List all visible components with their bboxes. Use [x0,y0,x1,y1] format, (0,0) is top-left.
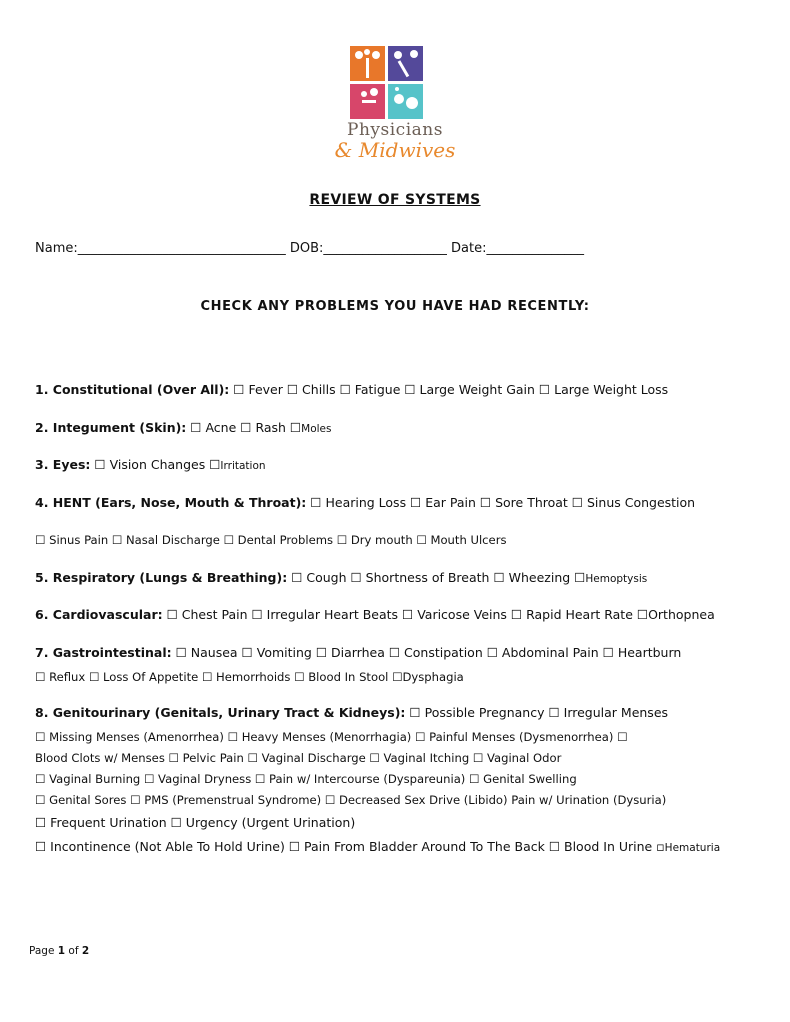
current-page: 1 [57,945,66,957]
checkbox-options[interactable]: ☐ Hearing Loss ☐ Ear Pain ☐ Sore Throat ☐ Sinus Congestion [310,495,696,510]
section-genitourinary-line6[interactable]: ☐ Frequent Urination ☐ Urgency (Urgent Urination) [35,815,356,830]
branch-tile-icon [350,84,385,119]
checkbox-options[interactable]: ☐ Chest Pain ☐ Irregular Heart Beats ☐ Varicose Veins ☐ Rapid Heart Rate ☐Orthopnea [166,607,715,622]
section-genitourinary-line3[interactable]: Blood Clots w/ Menses ☐ Pelvic Pain ☐ Vaginal Discharge ☐ Vaginal Itching ☐ Vaginal Odor [35,751,562,765]
checkbox-options[interactable]: ☐ Possible Pregnancy ☐ Irregular Menses [409,705,669,720]
section-heading: 6. Cardiovascular: [35,607,163,622]
page-title: REVIEW OF SYSTEMS [309,192,481,208]
checkbox-options[interactable]: ☐ Fever ☐ Chills ☐ Fatigue ☐ Large Weight Gain ☐ Large Weight Loss [233,382,669,397]
section-genitourinary-line4[interactable]: ☐ Vaginal Burning ☐ Vaginal Dryness ☐ Pain w/ Intercourse (Dyspareunia) ☐ Genital Swelling [35,772,577,786]
checkbox-options[interactable]: ☐ Nausea ☐ Vomiting ☐ Diarrhea ☐ Constipation ☐ Abdominal Pain ☐ Heartburn [175,645,682,660]
section-heading: 7. Gastrointestinal: [35,645,172,660]
section-heading: 4. HENT (Ears, Nose, Mouth & Throat): [35,495,307,510]
logo-tiles [350,46,426,122]
option-hematuria[interactable]: Hematuria [664,842,721,854]
option-moles[interactable]: Moles [301,423,332,435]
option-hemoptysis[interactable]: Hemoptysis [585,573,648,585]
page-number [29,945,89,957]
section-constitutional [35,382,668,397]
logo-wordmark: Physicians [347,120,443,140]
section-gastrointestinal [35,645,681,660]
section-heading: 5. Respiratory (Lungs & Breathing): [35,570,288,585]
section-heading: 3. Eyes: [35,457,91,472]
option-irritation[interactable]: Irritation [220,460,266,472]
flower-tile-icon [388,46,423,81]
section-hent [35,495,695,510]
page-of-label: of [65,945,82,957]
section-genitourinary [35,705,668,720]
practice-logo [328,44,462,168]
section-cardiovascular [35,607,715,622]
logo-script: & Midwives [334,138,456,162]
total-pages: 2 [81,945,90,957]
people-tile-icon [388,84,423,119]
checkbox-options[interactable]: ☐ Cough ☐ Shortness of Breath ☐ Wheezing ☐ [291,570,586,585]
section-heading: 8. Genitourinary (Genitals, Urinary Tract & Kidneys): [35,705,406,720]
section-hent-line2[interactable]: ☐ Sinus Pain ☐ Nasal Discharge ☐ Dental Problems ☐ Dry mouth ☐ Mouth Ulcers [35,533,507,547]
page-label: Page [29,945,58,957]
checkbox-options[interactable]: ☐ Incontinence (Not Able To Hold Urine) ☐ Pain From Bladder Around To The Back ☐ Blood In Urine ▫ [35,839,665,854]
patient-identity-fields[interactable]: Name:________________________________ DOB:___________________ Date:_______________ [35,241,584,256]
section-genitourinary-line5[interactable]: ☐ Genital Sores ☐ PMS (Premenstrual Syndrome) ☐ Decreased Sex Drive (Libido) Pain w/ Urination (Dysuria) [35,793,667,807]
instruction-heading: CHECK ANY PROBLEMS YOU HAVE HAD RECENTLY: [200,299,590,314]
section-gastrointestinal-line2[interactable]: ☐ Reflux ☐ Loss Of Appetite ☐ Hemorrhoids ☐ Blood In Stool ☐Dysphagia [35,670,464,684]
section-genitourinary-line7 [35,839,720,854]
section-heading: 1. Constitutional (Over All): [35,382,230,397]
leaf-tile-icon [350,46,385,81]
section-heading: 2. Integument (Skin): [35,420,187,435]
section-respiratory [35,570,647,585]
checkbox-options[interactable]: ☐ Vision Changes ☐ [94,457,221,472]
section-genitourinary-line2[interactable]: ☐ Missing Menses (Amenorrhea) ☐ Heavy Menses (Menorrhagia) ☐ Painful Menses (Dysmenorrhea) ☐ [35,730,628,744]
section-eyes [35,457,266,472]
checkbox-options[interactable]: ☐ Acne ☐ Rash ☐ [190,420,302,435]
section-integument [35,420,331,435]
